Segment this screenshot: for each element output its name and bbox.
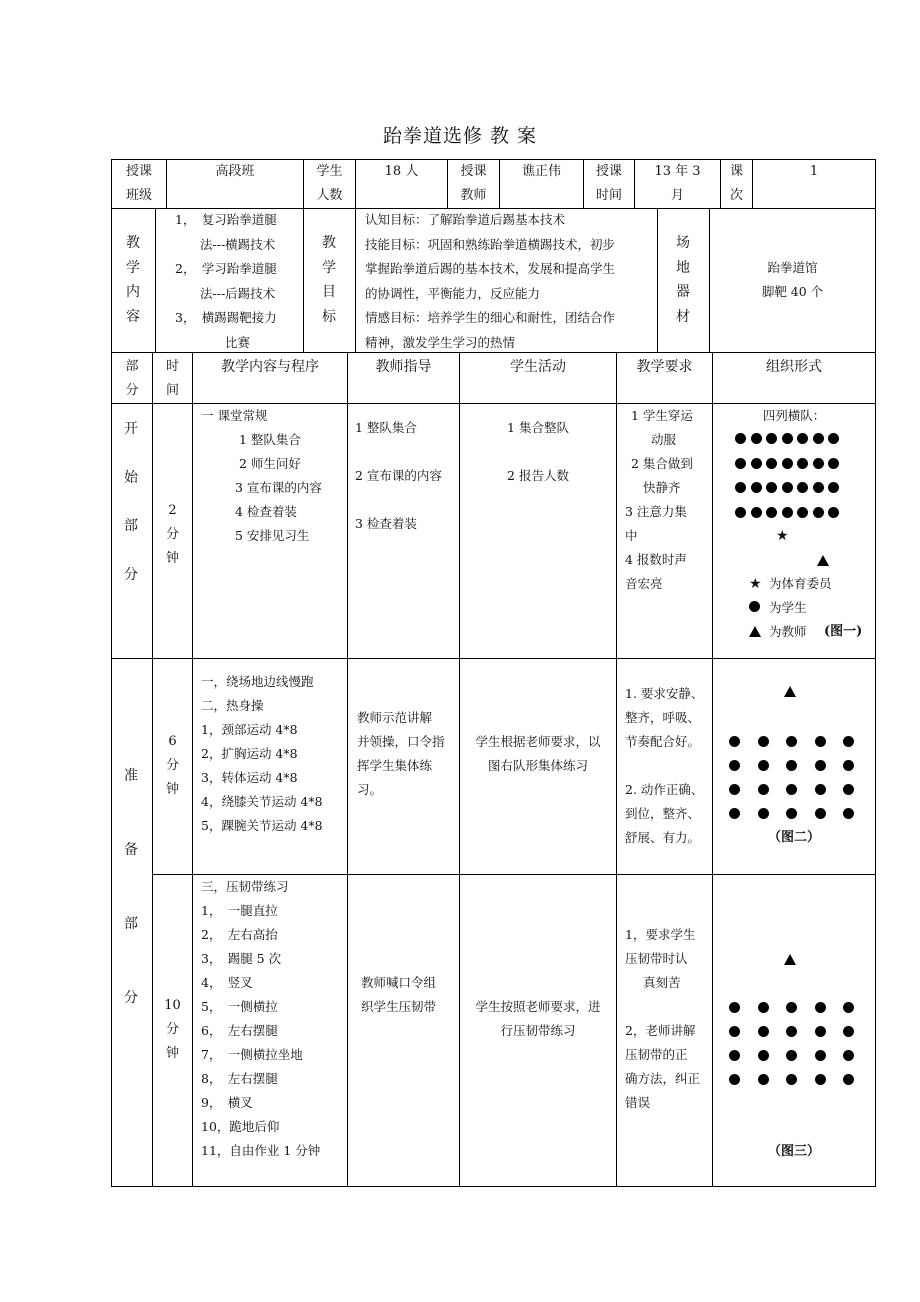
student-dot-icon	[786, 760, 797, 771]
content-items: 1， 复习跆拳道腿 法---横踢技术 2， 学习跆拳道腿 法---后踢技术 3， 横踢踢靶接力 比赛	[175, 212, 277, 350]
student-dot-icon	[797, 507, 808, 518]
student-dot-icon	[766, 458, 777, 469]
stretch-activity: 学生按照老师要求，进 行压韧带练习	[475, 999, 601, 1038]
student-dot-icon	[782, 507, 793, 518]
student-dot-icon	[815, 784, 826, 795]
student-dot-icon	[782, 433, 793, 444]
student-dot-icon	[758, 1002, 769, 1013]
warmup-activity: 学生根据老师要求，以 图右队形集体练习	[475, 734, 601, 773]
student-dot-icon	[751, 507, 762, 518]
lesson-label: 课 次	[729, 164, 743, 203]
lesson-value: 1	[809, 164, 819, 179]
start-org-title: 四列横队：	[762, 408, 826, 423]
start-procedure: 一 课堂常规 1 整队集合 2 师生问好 3 宣布课的内容 4 检查着装 5 安排见习生	[201, 408, 322, 543]
student-dot-icon	[786, 808, 797, 819]
figure-3-label: （图三）	[767, 1144, 820, 1159]
content-label: 教 学 内 容	[126, 235, 140, 325]
col-requirements: 教学要求	[636, 359, 693, 375]
student-dot-icon	[735, 482, 746, 493]
student-dot-icon	[843, 1026, 854, 1037]
student-dot-icon	[828, 482, 839, 493]
start-activity: 1 集合整队 2 报告人数	[507, 420, 569, 483]
student-dot-icon	[786, 1074, 797, 1085]
col-organization: 组织形式	[766, 359, 822, 375]
student-dot-icon	[758, 784, 769, 795]
student-dot-icon	[797, 433, 808, 444]
student-dot-icon	[729, 1050, 740, 1061]
student-dot-icon	[786, 784, 797, 795]
student-dot-icon	[751, 482, 762, 493]
col-guidance: 教师指导	[375, 359, 432, 375]
legend-triangle-icon	[749, 626, 761, 637]
student-dot-icon	[813, 433, 824, 444]
student-dot-icon	[758, 808, 769, 819]
student-dot-icon	[815, 1050, 826, 1061]
prep-part-label: 准 备 部 分	[124, 768, 138, 1006]
student-dot-icon	[786, 1002, 797, 1013]
student-dot-icon	[751, 433, 762, 444]
teacher-triangle-icon	[817, 555, 829, 566]
student-dot-icon	[735, 433, 746, 444]
start-guidance: 1 整队集合 2 宣布课的内容 3 检查着装	[355, 420, 442, 531]
student-dot-icon	[782, 482, 793, 493]
student-dot-icon	[813, 482, 824, 493]
student-dot-icon	[843, 1074, 854, 1085]
student-dot-icon	[797, 482, 808, 493]
student-dot-icon	[828, 458, 839, 469]
venue-label: 场 地 器 材	[676, 235, 690, 325]
warmup-requirements: 1. 要求安静、 整齐，呼吸、 节奏配合好。 2. 动作正确、 到位，整齐、 舒展、有力。	[625, 686, 704, 845]
warmup-time: 6 分 钟	[165, 734, 179, 797]
student-dot-icon	[729, 1074, 740, 1085]
student-dot-icon	[813, 507, 824, 518]
time-label: 授课 时间	[595, 164, 622, 203]
student-dot-icon	[735, 458, 746, 469]
student-dot-icon	[828, 507, 839, 518]
student-dot-icon	[766, 507, 777, 518]
student-dot-icon	[815, 808, 826, 819]
class-label: 授课 班级	[125, 164, 152, 203]
student-dot-icon	[729, 784, 740, 795]
student-dot-icon	[758, 1050, 769, 1061]
student-dot-icon	[843, 1050, 854, 1061]
student-dot-icon	[766, 482, 777, 493]
student-dot-icon	[758, 1074, 769, 1085]
goals-list: 认知目标：了解跆拳道后踢基本技术 技能目标：巩固和熟练跆拳道横踢技术，初步 掌握跆拳道后踢的基本技术，发展和提高学生 的协调性，平衡能力，反应能力 情感目标：培养学生的细心和耐性，团结合作 精神，激发学生学习的热情	[365, 212, 616, 350]
student-dot-icon	[828, 433, 839, 444]
students-value: 18 人	[384, 164, 419, 179]
student-dot-icon	[786, 736, 797, 747]
student-dot-icon	[729, 1002, 740, 1013]
student-dot-icon	[758, 760, 769, 771]
col-procedure: 教学内容与程序	[221, 359, 319, 375]
legend-star-icon: ★	[749, 576, 762, 592]
student-dot-icon	[751, 458, 762, 469]
stretch-requirements: 1，要求学生 压韧带时认 真刻苦 2，老师讲解 压韧带的正 确方法，纠正 错误	[625, 927, 701, 1110]
student-dot-icon	[843, 784, 854, 795]
stretch-procedure: 三，压韧带练习 1， 一腿直拉 2， 左右高抬 3， 踢腿 5 次 4， 竖叉 5， 一侧横拉 6， 左右摆腿 7， 一侧横拉坐地 8， 左右摆腿 9， 横叉 10，跪地后仰 11，自由作业 1 分钟	[201, 879, 321, 1158]
start-time: 2 分 钟	[165, 503, 179, 566]
student-dot-icon	[797, 458, 808, 469]
student-dot-icon	[786, 1026, 797, 1037]
figure-1-label: (图一)	[824, 624, 863, 639]
venue-info: 跆拳道馆 脚靶 40 个	[761, 260, 824, 299]
warmup-guidance: 教师示范讲解 并领操，口令指 挥学生集体练 习。	[357, 710, 445, 797]
student-dot-icon	[729, 1026, 740, 1037]
student-dot-icon	[729, 760, 740, 771]
teacher-label: 授课 教师	[460, 164, 487, 203]
student-dot-icon	[815, 1002, 826, 1013]
goal-label: 教 学 目 标	[322, 235, 336, 325]
captain-star-icon: ★	[776, 528, 789, 544]
teacher-value: 谯正伟	[521, 164, 561, 179]
student-dot-icon	[815, 1074, 826, 1085]
col-part: 部 分	[125, 359, 139, 398]
class-value: 高段班	[215, 164, 255, 179]
student-dot-icon	[758, 736, 769, 747]
student-dot-icon	[735, 507, 746, 518]
warmup-procedure: 一，绕场地边线慢跑 二，热身操 1，颈部运动 4*8 2，扩胸运动 4*8 3，转体运动 4*8 4，绕膝关节运动 4*8 5，踝腕关节运动 4*8	[201, 674, 323, 833]
figure-2-label: （图二）	[767, 830, 820, 845]
student-dot-icon	[843, 808, 854, 819]
legend-student-label: 为学生	[769, 600, 807, 615]
legend-dot-icon	[749, 601, 760, 612]
start-requirements: 1 学生穿运 动服 2 集合做到 快静齐 3 注意力集 中 4 报数时声 音宏亮	[625, 408, 693, 591]
student-dot-icon	[813, 458, 824, 469]
student-dot-icon	[758, 1026, 769, 1037]
teacher-triangle-icon	[784, 954, 796, 965]
teacher-triangle-icon	[784, 686, 796, 697]
student-dot-icon	[729, 808, 740, 819]
student-dot-icon	[843, 736, 854, 747]
time-value: 13 年 3 月	[654, 164, 701, 203]
students-label: 学生 人数	[316, 164, 343, 203]
col-activity: 学生活动	[510, 359, 566, 375]
legend-captain-label: 为体育委员	[769, 576, 832, 591]
stretch-guidance: 教师喊口令组 织学生压韧带	[361, 975, 437, 1014]
col-time: 时 间	[165, 359, 179, 398]
student-dot-icon	[843, 760, 854, 771]
legend-teacher-label: 为教师	[769, 624, 807, 639]
stretch-time: 10 分 钟	[164, 998, 181, 1061]
page-title: 跆拳道选修 教 案	[382, 125, 538, 147]
start-part-label: 开 始 部 分	[124, 421, 138, 583]
student-dot-icon	[786, 1050, 797, 1061]
student-dot-icon	[843, 1002, 854, 1013]
student-dot-icon	[782, 458, 793, 469]
student-dot-icon	[766, 433, 777, 444]
lesson-plan-table	[111, 159, 876, 1187]
student-dot-icon	[815, 736, 826, 747]
student-dot-icon	[729, 736, 740, 747]
student-dot-icon	[815, 1026, 826, 1037]
student-dot-icon	[815, 760, 826, 771]
